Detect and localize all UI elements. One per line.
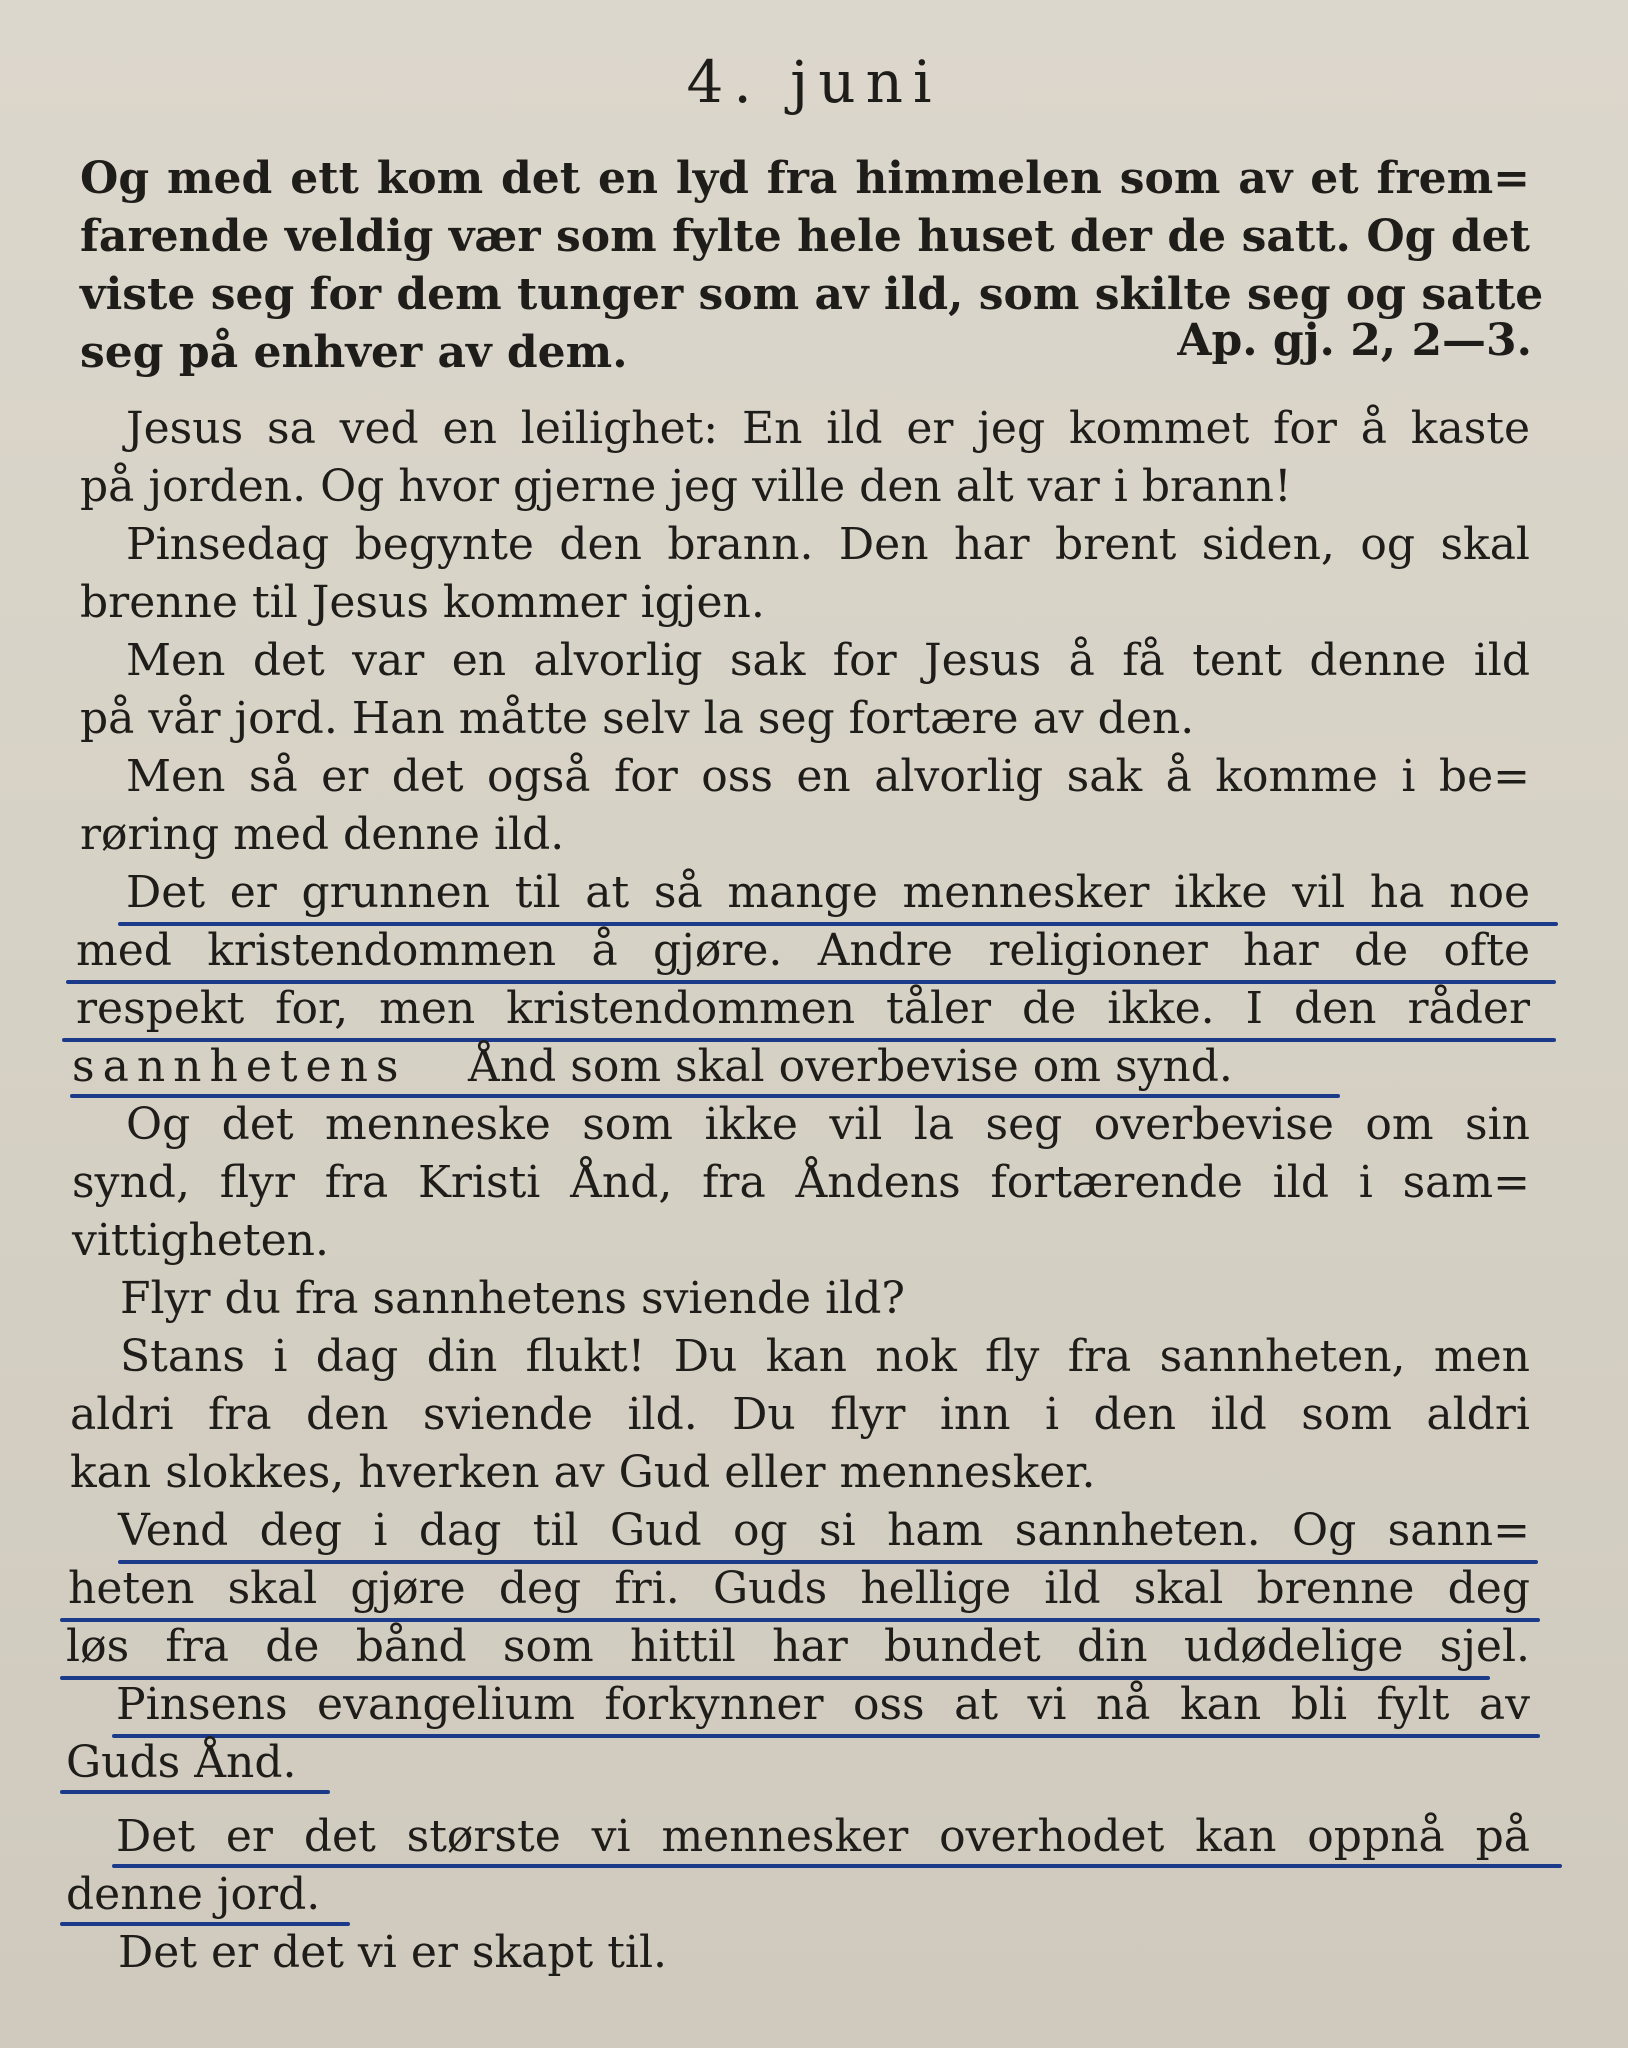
text-line: aldri fra den sviende ild. Du flyr inn i den ild som aldri xyxy=(70,1389,1530,1440)
text-line: Guds Ånd. xyxy=(66,1737,297,1788)
text-line: brenne til Jesus kommer igjen. xyxy=(80,577,765,628)
pen-underline xyxy=(60,1790,330,1794)
text-line: Ånd som skal overbevise om synd. xyxy=(468,1041,1233,1092)
text-line: røring med denne ild. xyxy=(80,809,565,860)
text-line: respekt for, men kristendommen tåler de ikke. I den råder xyxy=(76,983,1530,1034)
text-line: Men det var en alvorlig sak for Jesus å få tent denne ild xyxy=(126,635,1530,686)
text-line: Stans i dag din flukt! Du kan nok fly fra sannheten, men xyxy=(120,1331,1530,1382)
text-line: på jorden. Og hvor gjerne jeg ville den alt var i brann! xyxy=(80,461,1292,512)
text-line: Vend deg i dag til Gud og si ham sannheten. Og sann= xyxy=(118,1505,1530,1556)
text-line: Det er det vi er skapt til. xyxy=(118,1927,668,1978)
text-line: Det er det største vi mennesker overhodet kan oppnå på xyxy=(116,1811,1530,1862)
text-line: Jesus sa ved en leilighet: En ild er jeg kommet for å kaste xyxy=(126,403,1530,454)
verse-reference: Ap. gj. 2, 2—3. xyxy=(1177,315,1532,366)
text-line: med kristendommen å gjøre. Andre religioner har de ofte xyxy=(76,925,1530,976)
text-line: denne jord. xyxy=(66,1869,321,1920)
text-line: Det er grunnen til at så mange mennesker ikke vil ha noe xyxy=(126,867,1530,918)
text-line: på vår jord. Han måtte selv la seg fortære av den. xyxy=(80,693,1195,744)
pen-underline xyxy=(112,1864,1562,1868)
text-line: kan slokkes, hverken av Gud eller mennesker. xyxy=(70,1447,1096,1498)
text-line: Pinsedag begynte den brann. Den har brent siden, og skal xyxy=(126,519,1530,570)
pen-underline xyxy=(112,1734,1540,1738)
verse-line: viste seg for dem tunger som av ild, som skilte seg og satte xyxy=(80,269,1544,320)
text-line: løs fra de bånd som hittil har bundet din udødelige sjel. xyxy=(66,1621,1530,1672)
page-title: 4. juni xyxy=(686,48,942,116)
verse-line: farende veldig vær som fylte hele huset der de satt. Og det xyxy=(80,211,1530,262)
text-line: synd, flyr fra Kristi Ånd, fra Åndens fortærende ild i sam= xyxy=(72,1157,1530,1208)
text-line: Flyr du fra sannhetens sviende ild? xyxy=(120,1273,905,1324)
text-line: vittigheten. xyxy=(72,1215,329,1266)
verse-line: seg på enhver av dem. xyxy=(80,327,628,378)
text-line: heten skal gjøre deg fri. Guds hellige ild skal brenne deg xyxy=(68,1563,1530,1614)
verse-line: Og med ett kom det en lyd fra himmelen som av et frem= xyxy=(80,153,1530,204)
text-line: Men så er det også for oss en alvorlig sak å komme i be= xyxy=(126,751,1530,802)
text-line: Og det menneske som ikke vil la seg overbevise om sin xyxy=(126,1099,1530,1150)
spaced-word: sannhetens xyxy=(72,1041,407,1092)
text-line: Pinsens evangelium forkynner oss at vi nå kan bli fylt av xyxy=(116,1679,1530,1730)
